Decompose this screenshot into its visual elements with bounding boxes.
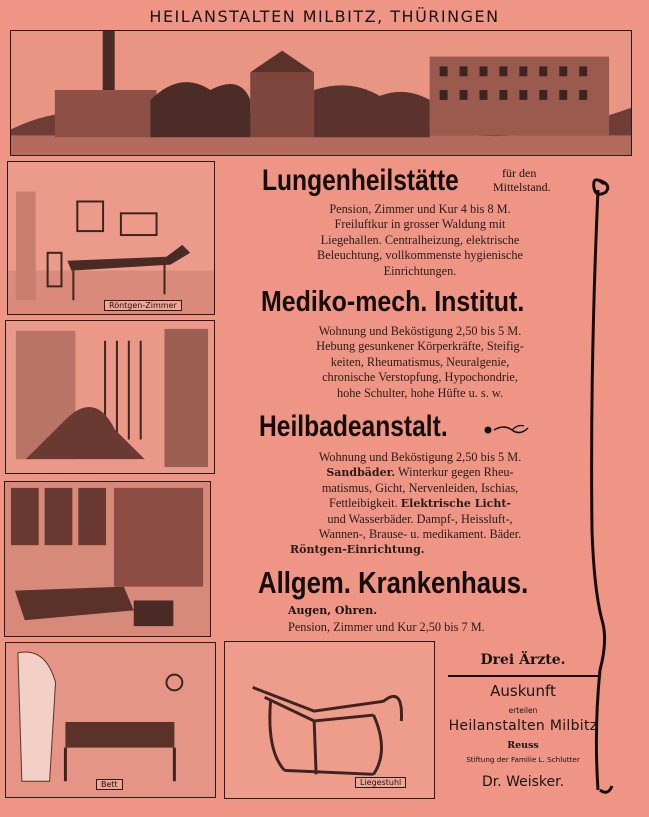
section-title-heilbade: Heilbadeanstalt. — [259, 410, 448, 443]
mediko-line: keiten, Rheumatismus, Neuralgenie, — [330, 354, 510, 369]
lungen-line: Pension, Zimmer und Kur 4 bis 8 M. — [329, 202, 511, 216]
mediko-line: Hebung gesunkener Körperkräfte, Steifig- — [316, 339, 524, 354]
lungen-aside-line1: für den — [502, 166, 537, 180]
heilbade-line-text: Winterkur gegen Rheu- — [395, 465, 514, 480]
electric-light-label: Elektrische Licht- — [400, 497, 511, 511]
lounge-chair-image — [224, 641, 435, 799]
x-ray-room-image — [7, 161, 215, 315]
mediko-line: chronische Verstopfung, Hypochondrie, — [322, 370, 518, 385]
auskunft-label: Auskunft — [490, 682, 556, 700]
heilbade-line-text: Fettleibigkeit. — [329, 496, 401, 511]
erteilen-label: erteilen — [508, 706, 538, 715]
bath-room-image — [4, 481, 211, 637]
heilbade-line: matismus, Gicht, Nervenleiden, Ischias, — [321, 480, 519, 495]
lungen-line: Liegehallen. Centralheizung, elektrische — [320, 232, 520, 247]
mediko-line: hohe Schulter, hohe Hüfte u. s. w. — [336, 385, 504, 400]
mechanotherapy-room-image — [5, 320, 215, 474]
heilbade-line: Wannen-, Brause- u. medikament. Bäder. — [318, 527, 522, 542]
mediko-line: Wohnung und Beköstigung 2,50 bis 5 M. — [318, 324, 522, 338]
contact-person: Dr. Weisker. — [481, 774, 565, 790]
contact-divider — [448, 675, 598, 677]
header-title: HEILANSTALTEN MILBITZ, THÜRINGEN — [149, 7, 500, 26]
section-title-allgem: Allgem. Krankenhaus. — [258, 565, 529, 600]
bed-image — [5, 642, 216, 798]
lounge-chair-caption: Liegestuhl — [355, 777, 406, 788]
section-title-mediko: Mediko-mech. Institut. — [261, 286, 525, 318]
mediko-description — [280, 324, 560, 401]
decorative-dot-ornament — [482, 420, 532, 440]
lungen-line: Freiluftkur in grosser Waldung mit — [334, 217, 506, 232]
heilbade-line — [280, 465, 560, 480]
section-title-lungen: Lungenheilstätte — [262, 164, 459, 197]
org-name: Heilanstalten Milbitz — [448, 718, 598, 734]
bed-caption: Bett — [96, 779, 123, 790]
x-ray-equipment-label: Röntgen-Einrichtung. — [290, 543, 425, 557]
lungen-line: Einrichtungen. — [383, 263, 457, 278]
region-label: Reuss — [507, 740, 539, 751]
eyes-ears-label: Augen, Ohren. — [288, 604, 378, 617]
doctors-label: Drei Ärzte. — [480, 652, 566, 668]
heilbade-line — [280, 496, 560, 511]
allgem-price-line: Pension, Zimmer und Kur 2,50 bis 7 M. — [288, 620, 485, 634]
lungen-description — [280, 202, 560, 279]
sand-baths-label: Sandbäder. — [326, 466, 396, 480]
heilbade-line: und Wasserbäder. Dampf-, Heissluft-, — [327, 511, 513, 526]
lungen-line: Beleuchtung, vollkommenste hygienische — [317, 248, 523, 263]
lungen-aside-line2: Mittelstand. — [493, 180, 551, 194]
x-ray-room-caption: Röntgen-Zimmer — [104, 300, 182, 311]
sanatorium-panorama-image — [10, 30, 632, 156]
heilbade-line: Wohnung und Beköstigung 2,50 bis 5 M. — [318, 450, 522, 464]
foundation-label: Stiftung der Familie L. Schlutter — [466, 755, 580, 764]
heilbade-description — [280, 450, 560, 558]
